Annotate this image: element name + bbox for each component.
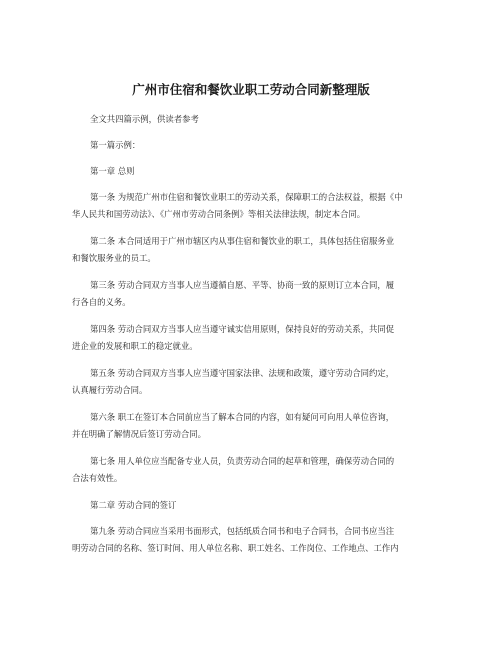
paragraph-line: 第七条 用人单位应当配备专业人员，负责劳动合同的起草和管理，确保劳动合同的 bbox=[90, 456, 395, 466]
paragraph-line: 第二条 本合同适用于广州市辖区内从事住宿和餐饮业的职工，具体包括住宿服务业 bbox=[90, 236, 395, 246]
paragraph-line: 并在明确了解情况后签订劳动合同。 bbox=[72, 429, 206, 439]
paragraph-line: 第九条 劳动合同应当采用书面形式，包括纸质合同书和电子合同书，合同书应当注 bbox=[90, 526, 395, 536]
paragraph-line: 华人民共和国劳动法》、《广州市劳动合同条例》等相关法律法规，制定本合同。 bbox=[72, 209, 366, 219]
paragraph-line: 第四条 劳动合同双方当事人应当遵守诚实信用原则，保持良好的劳动关系，共同促 bbox=[90, 324, 395, 334]
paragraph-line: 合法有效性。 bbox=[72, 473, 123, 483]
document-title: 广州市住宿和餐饮业职工劳动合同新整理版 bbox=[132, 82, 370, 97]
chapter-heading: 第一章 总则 bbox=[90, 166, 135, 176]
paragraph-line: 进企业的发展和职工的稳定就业。 bbox=[72, 341, 198, 351]
paragraph-line: 明劳动合同的名称、签订时间、用人单位名称、职工姓名、工作岗位、工作地点、工作内 bbox=[72, 543, 399, 553]
paragraph-line: 第三条 劳动合同双方当事人应当遵循自愿、平等、协商一致的原则订立本合同，履 bbox=[90, 280, 395, 290]
paragraph-line: 认真履行劳动合同。 bbox=[72, 385, 148, 395]
example-heading: 第一篇示例： bbox=[90, 140, 141, 150]
paragraph-line: 行各自的义务。 bbox=[72, 297, 131, 307]
intro-note: 全文共四篇示例，供读者参考 bbox=[90, 114, 199, 124]
paragraph-line: 第六条 职工在签订本合同前应当了解本合同的内容，如有疑问可向用人单位咨询， bbox=[90, 412, 395, 422]
paragraph-line: 第一条 为规范广州市住宿和餐饮业职工的劳动关系，保障职工的合法权益，根据《中 bbox=[90, 192, 403, 202]
paragraph-line: 和餐饮服务业的员工。 bbox=[72, 253, 156, 263]
chapter-heading: 第二章 劳动合同的签订 bbox=[90, 500, 177, 510]
paragraph-line: 第五条 劳动合同双方当事人应当遵守国家法律、法规和政策，遵守劳动合同约定， bbox=[90, 368, 395, 378]
